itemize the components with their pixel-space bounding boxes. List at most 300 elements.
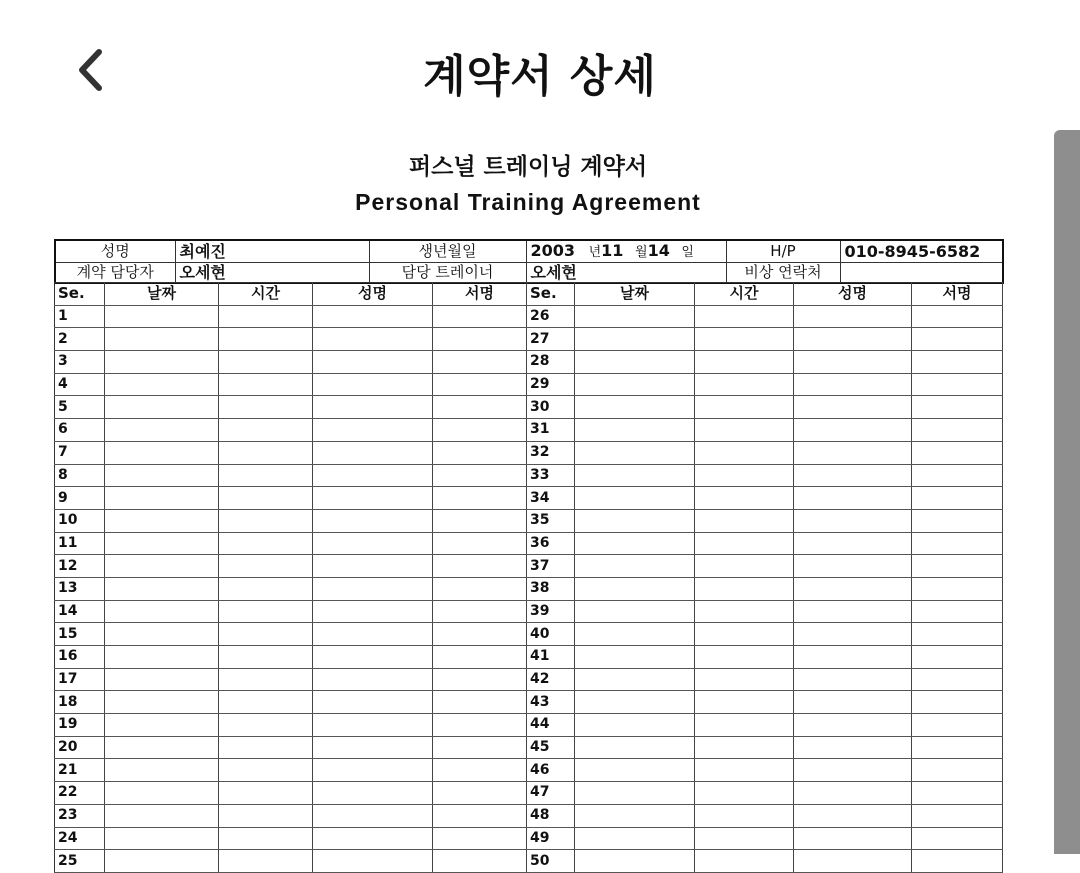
session-row [55, 373, 1003, 396]
session-date-cell [105, 305, 219, 328]
session-name-cell [313, 850, 433, 873]
session-date-cell [105, 691, 219, 714]
scrollbar[interactable] [1054, 130, 1080, 854]
session-time-cell [695, 668, 794, 691]
session-name-cell [313, 509, 433, 532]
session-signature-cell [912, 328, 1003, 351]
session-time-cell [695, 691, 794, 714]
session-time-cell [695, 714, 794, 737]
session-time-cell [219, 396, 313, 419]
session-time-cell [219, 691, 313, 714]
session-number: 22 [55, 782, 105, 805]
session-date-cell [575, 827, 695, 850]
session-signature-cell [912, 509, 1003, 532]
session-date-cell [575, 373, 695, 396]
session-row [55, 827, 1003, 850]
session-time-cell [219, 623, 313, 646]
session-name-cell [794, 850, 912, 873]
session-name-cell [794, 441, 912, 464]
session-row [55, 759, 1003, 782]
session-date-cell [105, 555, 219, 578]
session-name-cell [794, 759, 912, 782]
session-signature-cell [912, 691, 1003, 714]
session-signature-cell [912, 464, 1003, 487]
session-number: 15 [55, 623, 105, 646]
session-date-cell [575, 305, 695, 328]
session-signature-cell [912, 396, 1003, 419]
session-signature-cell [912, 441, 1003, 464]
session-time-cell [219, 782, 313, 805]
session-date-cell [105, 759, 219, 782]
session-number: 41 [527, 646, 575, 669]
session-signature-cell [912, 646, 1003, 669]
session-signature-cell [912, 373, 1003, 396]
session-row [55, 782, 1003, 805]
column-header-name: 성명 [313, 283, 433, 306]
trainer-value: 오세현 [526, 263, 726, 284]
session-date-cell [575, 487, 695, 510]
session-name-cell [313, 328, 433, 351]
session-row [55, 305, 1003, 328]
session-signature-cell [912, 555, 1003, 578]
session-name-cell [794, 419, 912, 442]
session-number: 11 [55, 532, 105, 555]
session-number: 38 [527, 577, 575, 600]
session-name-cell [794, 668, 912, 691]
session-time-cell [219, 328, 313, 351]
birth-month: 11 [601, 241, 624, 260]
session-signature-cell [433, 487, 527, 510]
session-number: 47 [527, 782, 575, 805]
session-time-cell [695, 623, 794, 646]
session-time-cell [219, 373, 313, 396]
session-signature-cell [912, 577, 1003, 600]
session-time-cell [219, 668, 313, 691]
session-date-cell [575, 441, 695, 464]
session-time-cell [219, 305, 313, 328]
session-signature-cell [433, 419, 527, 442]
session-signature-cell [912, 850, 1003, 873]
session-signature-cell [433, 691, 527, 714]
session-name-cell [313, 305, 433, 328]
session-time-cell [219, 577, 313, 600]
session-date-cell [105, 850, 219, 873]
session-number: 26 [527, 305, 575, 328]
session-signature-cell [912, 305, 1003, 328]
session-name-cell [794, 487, 912, 510]
session-time-cell [695, 441, 794, 464]
session-signature-cell [912, 419, 1003, 442]
session-name-cell [313, 646, 433, 669]
session-time-cell [695, 328, 794, 351]
session-date-cell [575, 600, 695, 623]
session-number: 21 [55, 759, 105, 782]
session-time-cell [695, 509, 794, 532]
session-name-cell [794, 736, 912, 759]
session-row [55, 623, 1003, 646]
session-name-cell [794, 804, 912, 827]
birth-value [526, 240, 726, 263]
session-row [55, 509, 1003, 532]
session-date-cell [105, 464, 219, 487]
session-time-cell [219, 464, 313, 487]
session-time-cell [219, 850, 313, 873]
session-signature-cell [912, 827, 1003, 850]
birth-label: 생년월일 [369, 240, 526, 263]
session-number: 32 [527, 441, 575, 464]
birth-year-unit: 년 [588, 245, 602, 260]
session-date-cell [575, 623, 695, 646]
session-number: 1 [55, 305, 105, 328]
session-date-cell [105, 623, 219, 646]
emergency-value [840, 263, 1003, 284]
session-time-cell [695, 850, 794, 873]
session-signature-cell [433, 351, 527, 374]
name-label: 성명 [55, 240, 175, 263]
session-date-cell [575, 804, 695, 827]
session-date-cell [575, 759, 695, 782]
session-name-cell [313, 714, 433, 737]
session-date-cell [575, 691, 695, 714]
session-number: 35 [527, 509, 575, 532]
session-row [55, 736, 1003, 759]
session-row [55, 351, 1003, 374]
session-time-cell [695, 804, 794, 827]
session-time-cell [695, 396, 794, 419]
session-name-cell [313, 827, 433, 850]
session-date-cell [105, 441, 219, 464]
session-time-cell [695, 555, 794, 578]
session-time-cell [219, 827, 313, 850]
session-row [55, 532, 1003, 555]
session-signature-cell [433, 555, 527, 578]
session-time-cell [695, 351, 794, 374]
session-date-cell [105, 487, 219, 510]
session-number: 36 [527, 532, 575, 555]
column-header-session: Se. [55, 283, 105, 306]
session-row [55, 668, 1003, 691]
session-number: 6 [55, 419, 105, 442]
session-signature-cell [912, 668, 1003, 691]
session-signature-cell [433, 577, 527, 600]
session-name-cell [313, 396, 433, 419]
session-number: 10 [55, 509, 105, 532]
session-signature-cell [912, 714, 1003, 737]
session-signature-cell [433, 532, 527, 555]
birth-day-unit: 일 [681, 245, 694, 260]
session-row [55, 396, 1003, 419]
trainer-label: 담당 트레이너 [369, 263, 526, 284]
session-number: 20 [55, 736, 105, 759]
session-signature-cell [433, 804, 527, 827]
session-number: 48 [527, 804, 575, 827]
session-date-cell [575, 532, 695, 555]
session-date-cell [105, 782, 219, 805]
session-date-cell [575, 464, 695, 487]
session-name-cell [794, 577, 912, 600]
session-row [55, 600, 1003, 623]
session-time-cell [219, 441, 313, 464]
session-signature-cell [433, 373, 527, 396]
session-time-cell [219, 487, 313, 510]
member-info-table [54, 239, 1004, 284]
session-name-cell [313, 532, 433, 555]
document-title-english: Personal Training Agreement [355, 189, 701, 215]
session-row [55, 441, 1003, 464]
session-signature-cell [433, 509, 527, 532]
session-time-cell [695, 577, 794, 600]
session-number: 40 [527, 623, 575, 646]
session-time-cell [695, 373, 794, 396]
emergency-label: 비상 연락처 [726, 263, 840, 284]
session-row [55, 850, 1003, 873]
session-signature-cell [433, 759, 527, 782]
session-name-cell [313, 668, 433, 691]
session-date-cell [105, 804, 219, 827]
session-signature-cell [433, 646, 527, 669]
session-number: 46 [527, 759, 575, 782]
session-number: 14 [55, 600, 105, 623]
session-time-cell [219, 509, 313, 532]
session-signature-cell [912, 804, 1003, 827]
session-date-cell [105, 646, 219, 669]
session-signature-cell [433, 623, 527, 646]
session-row [55, 691, 1003, 714]
session-number: 12 [55, 555, 105, 578]
session-signature-cell [912, 487, 1003, 510]
session-number: 30 [527, 396, 575, 419]
session-name-cell [794, 691, 912, 714]
session-time-cell [219, 759, 313, 782]
session-row [55, 577, 1003, 600]
session-signature-cell [912, 736, 1003, 759]
session-name-cell [794, 305, 912, 328]
session-date-cell [105, 419, 219, 442]
session-date-cell [575, 668, 695, 691]
session-signature-cell [433, 827, 527, 850]
session-name-cell [313, 577, 433, 600]
document-title-korean: 퍼스널 트레이닝 계약서 [408, 154, 648, 180]
session-number: 45 [527, 736, 575, 759]
session-date-cell [575, 577, 695, 600]
session-name-cell [794, 532, 912, 555]
session-date-cell [575, 509, 695, 532]
session-signature-cell [433, 305, 527, 328]
session-name-cell [794, 351, 912, 374]
session-name-cell [794, 373, 912, 396]
session-date-cell [105, 351, 219, 374]
session-row [55, 419, 1003, 442]
session-name-cell [794, 509, 912, 532]
session-date-cell [575, 555, 695, 578]
session-signature-cell [433, 736, 527, 759]
session-name-cell [313, 441, 433, 464]
session-number: 17 [55, 668, 105, 691]
session-signature-cell [433, 441, 527, 464]
session-signature-cell [433, 714, 527, 737]
session-time-cell [219, 351, 313, 374]
phone-value: 010-8945-6582 [840, 240, 1003, 263]
phone-label: H/P [726, 240, 840, 263]
session-date-cell [105, 736, 219, 759]
session-number: 2 [55, 328, 105, 351]
session-name-cell [313, 487, 433, 510]
session-signature-cell [433, 850, 527, 873]
session-name-cell [313, 623, 433, 646]
session-name-cell [313, 419, 433, 442]
session-signature-cell [433, 600, 527, 623]
session-number: 27 [527, 328, 575, 351]
session-name-cell [794, 623, 912, 646]
session-number: 19 [55, 714, 105, 737]
birth-month-unit: 월 [635, 245, 648, 260]
session-time-cell [695, 600, 794, 623]
session-number: 37 [527, 555, 575, 578]
session-number: 29 [527, 373, 575, 396]
session-number: 24 [55, 827, 105, 850]
column-header-signature: 서명 [433, 283, 527, 306]
session-number: 5 [55, 396, 105, 419]
session-row [55, 804, 1003, 827]
session-time-cell [219, 714, 313, 737]
session-name-cell [313, 351, 433, 374]
column-header-time: 시간 [219, 283, 313, 306]
session-number: 28 [527, 351, 575, 374]
session-time-cell [695, 532, 794, 555]
session-signature-cell [912, 351, 1003, 374]
session-date-cell [105, 668, 219, 691]
session-name-cell [794, 782, 912, 805]
column-header-signature: 서명 [912, 283, 1003, 306]
session-name-cell [313, 736, 433, 759]
session-name-cell [313, 691, 433, 714]
session-time-cell [695, 305, 794, 328]
session-signature-cell [433, 464, 527, 487]
session-time-cell [219, 532, 313, 555]
session-number: 31 [527, 419, 575, 442]
session-number: 44 [527, 714, 575, 737]
session-time-cell [695, 464, 794, 487]
column-header-date: 날짜 [105, 283, 219, 306]
session-row [55, 487, 1003, 510]
column-header-time: 시간 [695, 283, 794, 306]
manager-value: 오세현 [175, 263, 369, 284]
session-date-cell [575, 714, 695, 737]
session-date-cell [105, 328, 219, 351]
session-name-cell [313, 464, 433, 487]
session-number: 43 [527, 691, 575, 714]
session-name-cell [313, 804, 433, 827]
session-time-cell [219, 736, 313, 759]
session-date-cell [575, 850, 695, 873]
session-name-cell [794, 827, 912, 850]
session-time-cell [219, 555, 313, 578]
session-date-cell [575, 782, 695, 805]
session-table-header [55, 283, 1003, 306]
session-row [55, 555, 1003, 578]
manager-label: 계약 담당자 [55, 263, 175, 284]
session-number: 7 [55, 441, 105, 464]
session-time-cell [219, 600, 313, 623]
session-number: 8 [55, 464, 105, 487]
session-signature-cell [912, 532, 1003, 555]
session-time-cell [695, 736, 794, 759]
session-date-cell [575, 646, 695, 669]
session-date-cell [105, 600, 219, 623]
session-date-cell [575, 396, 695, 419]
session-date-cell [105, 714, 219, 737]
session-row [55, 328, 1003, 351]
session-number: 50 [527, 850, 575, 873]
name-value: 최예진 [175, 240, 369, 263]
column-header-name: 성명 [794, 283, 912, 306]
session-date-cell [105, 396, 219, 419]
session-signature-cell [433, 328, 527, 351]
session-name-cell [794, 396, 912, 419]
session-number: 9 [55, 487, 105, 510]
session-row [55, 646, 1003, 669]
session-time-cell [695, 646, 794, 669]
session-number: 39 [527, 600, 575, 623]
session-name-cell [313, 373, 433, 396]
session-row [55, 714, 1003, 737]
session-name-cell [794, 646, 912, 669]
session-name-cell [794, 555, 912, 578]
session-time-cell [219, 419, 313, 442]
session-time-cell [695, 782, 794, 805]
session-date-cell [105, 532, 219, 555]
column-header-date: 날짜 [575, 283, 695, 306]
session-number: 42 [527, 668, 575, 691]
session-table [54, 282, 1003, 873]
session-number: 25 [55, 850, 105, 873]
session-signature-cell [912, 623, 1003, 646]
session-signature-cell [912, 600, 1003, 623]
session-number: 34 [527, 487, 575, 510]
session-name-cell [313, 759, 433, 782]
session-number: 18 [55, 691, 105, 714]
session-number: 16 [55, 646, 105, 669]
session-time-cell [695, 827, 794, 850]
session-time-cell [695, 419, 794, 442]
session-number: 13 [55, 577, 105, 600]
session-signature-cell [433, 782, 527, 805]
birth-day: 14 [647, 241, 670, 260]
session-number: 33 [527, 464, 575, 487]
session-time-cell [695, 759, 794, 782]
session-number: 4 [55, 373, 105, 396]
session-number: 23 [55, 804, 105, 827]
session-name-cell [794, 328, 912, 351]
session-time-cell [219, 804, 313, 827]
session-date-cell [575, 419, 695, 442]
session-name-cell [794, 714, 912, 737]
session-name-cell [794, 600, 912, 623]
session-date-cell [105, 373, 219, 396]
session-time-cell [695, 487, 794, 510]
session-date-cell [105, 509, 219, 532]
session-signature-cell [912, 759, 1003, 782]
session-name-cell [794, 464, 912, 487]
session-name-cell [313, 555, 433, 578]
birth-year: 2003 [530, 241, 576, 260]
session-number: 49 [527, 827, 575, 850]
contract-document [54, 150, 1002, 869]
column-header-session: Se. [527, 283, 575, 306]
session-date-cell [575, 328, 695, 351]
session-signature-cell [433, 396, 527, 419]
session-name-cell [313, 782, 433, 805]
